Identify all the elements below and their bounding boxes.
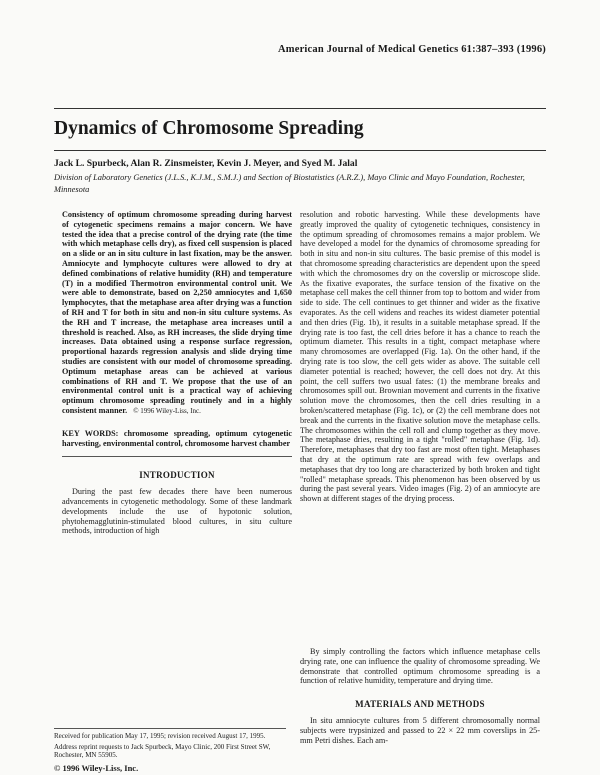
keywords-rule [62, 456, 292, 457]
introduction-paragraph-1-continued: resolution and robotic harvesting. While these developments have greatly improved the quality of cytogenetic techniques, consistency in the optimum spreading of chromosomes remains a major problem. We have developed a model for the dynamics of chromosome spreading for both in situ and non-in situ cultures. The basic premise of this model is that chromosome spreading characteristics are dependent upon the speed with which the chromosomes dry on the coverslip or microscope slide. As the fixative evaporates, the surface tension of the fixative on the metaphase cell makes the cell thinner from top to bottom and wider from side to side. The cell continues to get thinner and wider as the fixative evaporates. As the cell widens and reaches its widest diameter potential and then dries (Fig. 1b), it results in a suitable metaphase spread. If the drying rate is too fast, the cell dries before it has a chance to reach the optimum diameter. This results in a tight, compact metaphase where many chromosomes are overlapped (Fig. 1a). On the other hand, if the drying rate is too slow, the cell gets wider as above. The suitable cell diameter potential is reached; however, the cell does not dry. At this point, the cell suffers two usual fates: (1) the membrane breaks and chromosomes spill out. Brownian movement and currents in the fixative solution move the chromosomes, then the cell dries resulting in a broken/scattered metaphase (Fig. 1c), or (2) the cell membrane does not break and the currents in the fixative solution move the metaphase cells. The chromosomes within the cell roll and clump together as they move. The metaphase dries, resulting in a tight "rolled" metaphase (Fig. 1d). Therefore, metaphases that dry too fast are most often tight. Metaphases that dry at the optimum rate are spread with few overlaps and metaphases that dry too long are characterized by both broken and tight "rolled" metaphase spreads. This phenomenon has been observed by us during the past several years. Video images (Fig. 2) of an amniocyte are shown at different stages of the drying process. [300, 210, 540, 504]
footnote-reprints: Address reprint requests to Jack Spurbeck, Mayo Clinic, 200 First Street SW, Rochester, MN 55905. [54, 742, 271, 760]
title-rule-top [54, 108, 546, 109]
author-affiliation: Division of Laboratory Genetics (J.L.S., K.J.M., S.M.J.) and Section of Biostatistics (A.R.Z.), Mayo Clinic and Mayo Foundation, Rochester, Minnesota [54, 173, 525, 194]
keywords-label: KEY WORDS: [62, 428, 119, 438]
article-title: Dynamics of Chromosome Spreading [54, 118, 364, 139]
abstract-text: Consistency of optimum chromosome spreading during harvest of cytogenetic specimens remains a major concern. We have tested the idea that a precise control of the drying rate (the time with which metaphase cells dry), as fixed cell suspension is placed on a slide or an in situ culture in last fixation, may be the answer. Amniocyte and lymphocyte cultures were allowed to dry at defined combinations of relative humidity (RH) and temperature (T) in a modified Thermotron environmental control unit. We were able to demonstrate, based on 2,250 amniocytes and 1,650 lymphocytes, that the metaphase area after drying was a function of RH and T for both in situ and non-in situ culture systems. As the RH and T increase, the metaphase area increases until a threshold is reached. Also, as RH increases, the slide drying time increases. Data obtained using a response surface regression, proportional hazards regression analysis and slide drying time studies are consistent with our model of chromosome spreading. Optimum metaphase areas can be achieved at various combinations of RH and T. We propose that the use of an environmental control unit is a practical way of achieving optimum chromosome spreading routinely and in a highly consistent manner. [62, 210, 292, 415]
title-rule-bottom [54, 150, 546, 151]
keywords-text: chromosome spreading, optimum cytogenetic harvesting, environmental control, chromosome harvest chamber [62, 428, 293, 448]
right-column [300, 210, 540, 745]
page-copyright: © 1996 Wiley-Liss, Inc. [54, 763, 139, 773]
journal-citation: American Journal of Medical Genetics 61:387–393 (1996) [277, 44, 546, 55]
footnotes [54, 728, 286, 762]
introduction-paragraph-1: During the past few decades there have been numerous advancements in cytogenetic methodology. Some of these landmark developments include the use of hypotonic solution, phytohemagglutinin-stimulated blood cultures, in situ culture methods, introduction of high [62, 487, 292, 536]
methods-heading: MATERIALS AND METHODS [355, 699, 485, 710]
abstract [62, 210, 292, 417]
abstract-copyright: © 1996 Wiley-Liss, Inc. [133, 406, 201, 415]
introduction-heading: INTRODUCTION [139, 470, 215, 481]
author-list: Jack L. Spurbeck, Alan R. Zinsmeister, Kevin J. Meyer, and Syed M. Jalal [54, 158, 358, 169]
left-column [62, 210, 292, 539]
keywords [62, 429, 292, 449]
methods-paragraph-1: In situ amniocyte cultures from 5 different chromosomally normal subjects were trypsinized and passed to 22 × 22 mm coverslips in 25-mm Petri dishes. Each am- [300, 715, 540, 745]
footnote-received: Received for publication May 17, 1995; revision received August 17, 1995. [54, 732, 266, 740]
introduction-paragraph-2: By simply controlling the factors which influence metaphase cells drying rate, one can influence the quality of chromosome spreading. We demonstrate that controlled optimum chromosome spreading is a function of relative humidity, temperature and drying time. [300, 647, 540, 686]
